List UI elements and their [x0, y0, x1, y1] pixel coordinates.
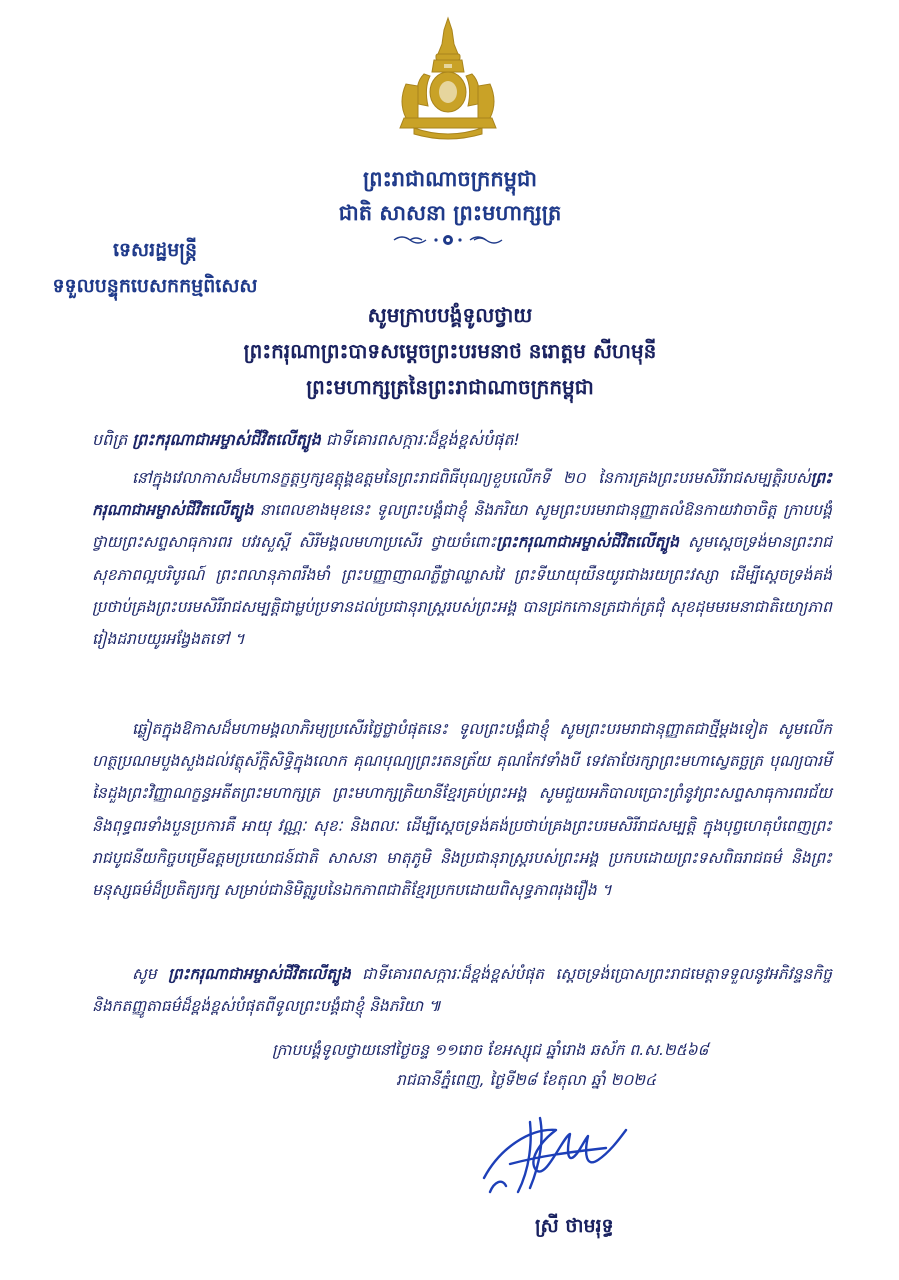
paragraph-1-title-d: ព្រះករុណាជាអម្ចាស់ជីវិតលើត្បូង	[496, 533, 679, 552]
signer-name: ស្រី ថាមរុទ្ធ	[535, 1215, 614, 1237]
paragraph-2: ឆ្លៀតក្នុងឱកាសដ៏មហាមង្គលាភិរម្យប្រសើរថ្លៃថ្លាបំផុតនេះ ទូលព្រះបង្គំជាខ្ញុំ សូមព្រះបរមរាជានុញ្ញាតជាថ្មីម្តងទៀត សូមលើកហត្ថប្រណមបួងសួងដល់វត្ថុស័ក្តិសិទ្ធិក្នុងលោក គុណបុណ្យព្រះរតនត្រ័យ គុណកែវទាំងបី ទេវតាថែរក្សាព្រះមហាស្វេតច្ឆត្រ បុណ្យបារមីនៃដួងព្រះវិញ្ញាណក្ខន្ធអតីតព្រះមហាក្សត្រ ព្រះមហាក្សត្រិយានីខ្មែរគ្រប់ព្រះអង្គ សូមជួយអភិបាលប្រោះព្រំនូវព្រះសព្ទសាធុការពរជ័យ និងពុទ្ធពរទាំងបួនប្រការគឺ អាយុ វណ្ណៈ សុខៈ និងពលៈ ដើម្បីស្តេចទ្រង់គង់ប្រថាប់គ្រងព្រះបរមសិរីរាជសម្បត្តិ ក្នុងបុព្វហេតុបំពេញព្រះរាជបូជនីយកិច្ចបម្រើឧត្តមប្រយោជន៍ជាតិ សាសនា មាតុភូមិ និងប្រជានុរាស្ត្ររបស់ព្រះអង្គ ប្រកបដោយព្រះទសពិធរាជធម៌ និងព្រះមនុស្សធម៌ដ៏ប្រតិត្យរក្ស សម្រាប់ជានិមិត្តរូបនៃឯកភាពជាតិខ្មែរប្រកបដោយពិសុទ្ធភាពរុងរឿង ។	[92, 720, 832, 900]
kingdom-name: ព្រះរាជាណាចក្រកម្ពុជា	[362, 167, 537, 191]
closing-date-lunar: ក្រាបបង្គំទូលថ្វាយនៅថ្ងៃចន្ទ ១១រោច ខែអស្សុជ ឆ្នាំរោង ឆស័ក ព.ស.២៥៦៨	[272, 1041, 709, 1059]
paragraph-3-title-b: ព្រះករុណាជាអម្ចាស់ជីវិតលើត្បូង	[168, 965, 351, 983]
paragraph-1-text-c: នាពេលខាងមុខនេះ ទូលព្រះបង្គំជាខ្ញុំ និងភរិយា សូមព្រះបរមរាជានុញ្ញាតលំឱនកាយវាចាចិត្ត ក្រាបបង្គំថ្វាយព្រះសព្ទសាធុការពរ បវរសួស្តី សិរីមង្គលមហាប្រសើរ ថ្វាយចំពោះ	[92, 501, 832, 552]
sender-subtitle: ទទួលបន្ទុកបេសកកម្មពិសេស	[52, 275, 258, 297]
ornament-divider-icon	[390, 232, 506, 248]
salutation	[92, 424, 832, 456]
paragraph-3-text-a: សូម	[132, 965, 169, 983]
signature-icon	[470, 1108, 630, 1198]
paragraph-1-text-a: នៅក្នុងវេលាកាសដ៏មហានក្ខត្តឫក្សឧត្តុង្គឧត្តមនៃព្រះរាជពិធីបុណ្យខួបលើកទី ២០ នៃការគ្រងព្រះបរមសិរីរាជសម្បត្តិរបស់	[132, 469, 811, 487]
address-line-1: សូមក្រាបបង្គំទូលថ្វាយ	[367, 303, 533, 327]
address-line-2: ព្រះករុណាព្រះបាទសម្តេចព្រះបរមនាថ នរោត្តម សីហមុនី	[243, 339, 657, 363]
paragraph-3-text-c: ជាទីគោរពសក្ការៈដ៏ខ្ពង់ខ្ពស់បំផុត ស្តេចទ្រង់ប្រោសព្រះរាជមេត្តាទទួលនូវអភិវន្ទនកិច្ច និងកតញ្ញូតាធម៌ដ៏ខ្ពង់ខ្ពស់បំផុតពីទូលព្រះបង្គំជាខ្ញុំ និងភរិយា ៕	[92, 965, 832, 1016]
salutation-title: ព្រះករុណាជាអម្ចាស់ជីវិតលើត្បូង	[132, 430, 321, 449]
paragraph-3	[92, 958, 832, 1022]
address-line-3: ព្រះមហាក្សត្រនៃព្រះរាជាណាចក្រកម្ពុជា	[306, 375, 594, 399]
salutation-prefix: បពិត្រ	[92, 430, 133, 449]
paragraph-1-text-e: សូមស្តេចទ្រង់មានព្រះរាជសុខភាពល្អបរិបូរណ៍ ព្រះពលានុភាពរឹងមាំ ព្រះបញ្ញាញាណភ្លឺថ្លាឈ្លាសវៃ ព្រះទីឃាយុយឺនយូរជាងរយព្រះវស្សា ដើម្បីស្តេចទ្រង់គង់ប្រថាប់គ្រងព្រះបរមសិរីរាជសម្បត្តិជាម្លប់ប្រទានដល់ប្រជានុរាស្ត្ររបស់ព្រះអង្គ បានជ្រកកោនត្រជាក់ត្រជុំ សុខដុមមរមនាជាតិយោ្យភាពរៀងដរាបយូរអង្វែងតទៅ ។	[92, 533, 832, 649]
paragraph-1-title-b: ព្រះករុណាជាអម្ចាស់ជីវិតលើត្បូង	[92, 469, 832, 520]
royal-emblem-icon	[384, 14, 512, 142]
paragraph-1	[92, 462, 832, 655]
salutation-suffix: ជាទីគោរពសក្ការៈដ៏ខ្ពង់ខ្ពស់បំផុត!	[320, 430, 520, 449]
national-motto: ជាតិ សាសនា ព្រះមហាក្សត្រ	[338, 201, 562, 225]
sender-title: ទេសរដ្ឋមន្ត្រី	[112, 239, 198, 261]
closing-date-place: រាជធានីភ្នំពេញ, ថ្ងៃទី២៨ ខែតុលា ឆ្នាំ ២០២៤	[396, 1071, 657, 1089]
